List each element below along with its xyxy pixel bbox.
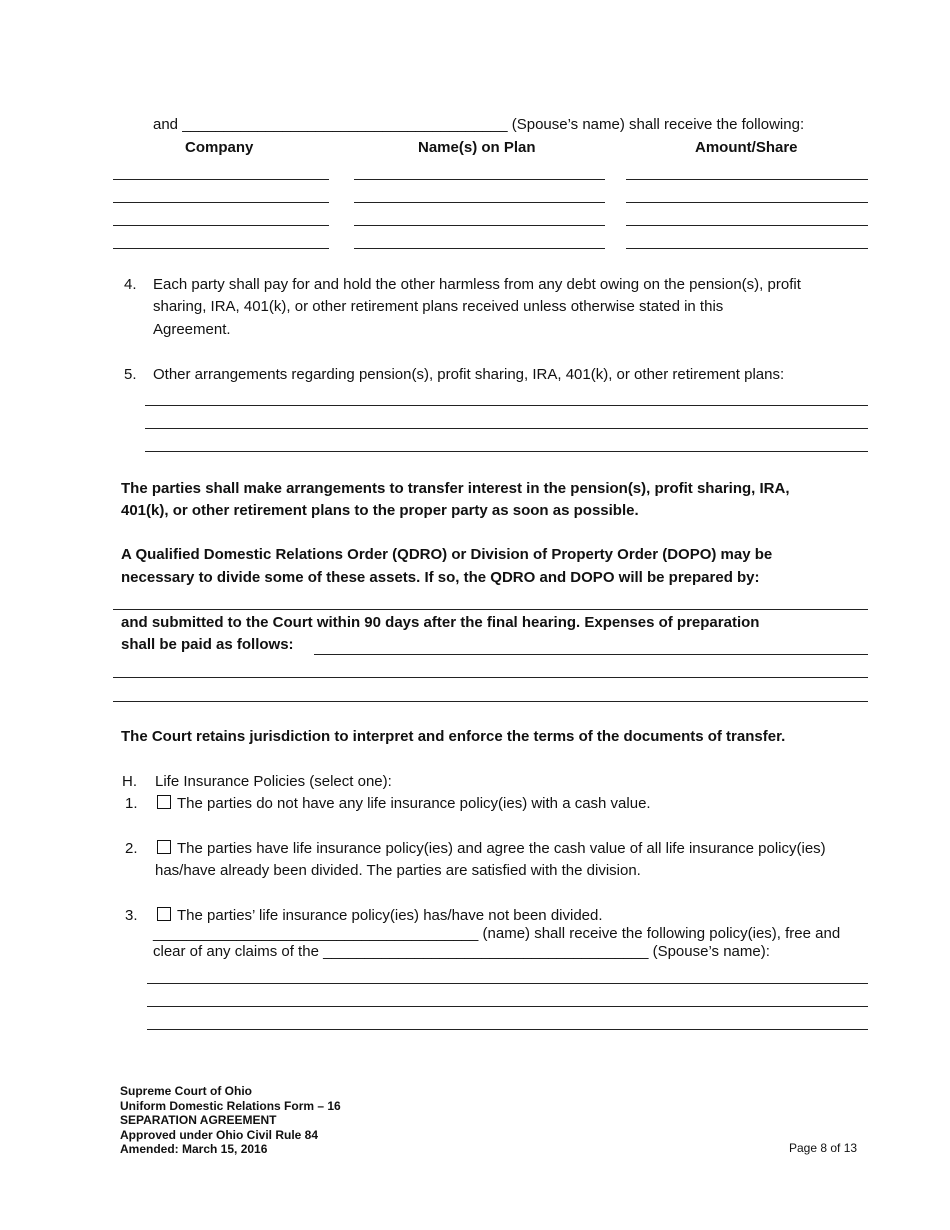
expenses-line-3[interactable] (113, 701, 868, 702)
policies-line-3[interactable] (147, 1029, 868, 1030)
footer-line-2: Uniform Domestic Relations Form – 16 (120, 1098, 341, 1113)
company-line-3[interactable] (113, 225, 329, 226)
names-line-4[interactable] (354, 248, 605, 249)
footer-line-1: Supreme Court of Ohio (120, 1084, 252, 1098)
section-h-title: Life Insurance Policies (select one): (155, 773, 392, 790)
option2-checkbox[interactable] (157, 840, 171, 854)
item4-line-2: sharing, IRA, 401(k), or other retirement plans received unless otherwise stated in this (153, 298, 724, 315)
section-h-letter: H. (122, 773, 137, 790)
option3-number: 3. (125, 907, 138, 924)
footer-line-5: Amended: March 15, 2016 (120, 1142, 268, 1156)
names-line-3[interactable] (354, 225, 605, 226)
footer-line-4: Approved under Ohio Civil Rule 84 (120, 1127, 319, 1142)
jurisdiction-statement: The Court retains jurisdiction to interpret and enforce the terms of the documents of transfer. (121, 728, 786, 745)
item4-number: 4. (124, 276, 137, 293)
prepared-by-line[interactable] (113, 609, 868, 610)
transfer-paragraph-line-1: The parties shall make arrangements to transfer interest in the pension(s), profit sharing, IRA, (121, 480, 790, 497)
expenses-line-2[interactable] (113, 677, 868, 678)
header-amount-share: Amount/Share (695, 139, 798, 156)
names-line-1[interactable] (354, 179, 605, 180)
transfer-paragraph-line-2: 401(k), or other retirement plans to the proper party as soon as possible. (121, 502, 639, 519)
qdro-paragraph-line-2: necessary to divide some of these assets. If so, the QDRO and DOPO will be prepared by: (121, 569, 760, 586)
option1-number: 1. (125, 795, 138, 812)
spouse-name-blank[interactable]: _______________________________________ (182, 116, 508, 133)
submitted-paragraph-line-2: shall be paid as follows: (121, 636, 294, 653)
company-line-4[interactable] (113, 248, 329, 249)
expenses-line-1[interactable] (314, 654, 868, 655)
amount-line-3[interactable] (626, 225, 868, 226)
company-line-1[interactable] (113, 179, 329, 180)
option2-text-line-2: has/have already been divided. The parties are satisfied with the division. (155, 862, 641, 879)
header-names-on-plan: Name(s) on Plan (418, 139, 536, 156)
amount-line-1[interactable] (626, 179, 868, 180)
amount-line-4[interactable] (626, 248, 868, 249)
option1-text: The parties do not have any life insurance policy(ies) with a cash value. (177, 795, 651, 812)
item4-line-1: Each party shall pay for and hold the other harmless from any debt owing on the pension(s), profit (153, 276, 801, 293)
names-line-2[interactable] (354, 202, 605, 203)
footer-block (120, 1084, 341, 1157)
item5-number: 5. (124, 366, 137, 383)
footer-line-3: SEPARATION AGREEMENT (120, 1113, 277, 1127)
other-arrangements-line-1[interactable] (145, 405, 868, 406)
option3-text-line-2[interactable]: _______________________________________ (name) shall receive the following policy(ies), free and (153, 925, 841, 942)
policies-line-1[interactable] (147, 983, 868, 984)
option3-checkbox[interactable] (157, 907, 171, 921)
company-line-2[interactable] (113, 202, 329, 203)
other-arrangements-line-3[interactable] (145, 451, 868, 452)
item5-text: Other arrangements regarding pension(s), profit sharing, IRA, 401(k), or other retirement plans: (153, 366, 785, 383)
option3 (157, 907, 603, 924)
page-number: Page 8 of 13 (789, 1141, 858, 1155)
option3-text-line-1: The parties’ life insurance policy(ies) has/have not been divided. (177, 907, 603, 924)
spouse-line-suffix: (Spouse’s name) shall receive the following: (511, 116, 805, 133)
other-arrangements-line-2[interactable] (145, 428, 868, 429)
item4-line-3: Agreement. (153, 321, 231, 338)
option1-checkbox[interactable] (157, 795, 171, 809)
submitted-paragraph-line-1: and submitted to the Court within 90 days after the final hearing. Expenses of preparation (121, 614, 760, 631)
spouse-line-prefix: and (153, 116, 179, 133)
header-company: Company (185, 139, 254, 156)
option2-text-line-1: The parties have life insurance policy(ies) and agree the cash value of all life insurance policy(ies) (177, 840, 826, 857)
option3-text-line-3[interactable]: clear of any claims of the _______________________________________ (Spouse’s name): (153, 943, 770, 960)
policies-line-2[interactable] (147, 1006, 868, 1007)
qdro-paragraph-line-1: A Qualified Domestic Relations Order (QDRO) or Division of Property Order (DOPO) may be (121, 546, 773, 563)
option2 (157, 840, 826, 857)
option1 (157, 795, 651, 812)
spouse-receive-line (153, 116, 804, 133)
amount-line-2[interactable] (626, 202, 868, 203)
option2-number: 2. (125, 840, 138, 857)
